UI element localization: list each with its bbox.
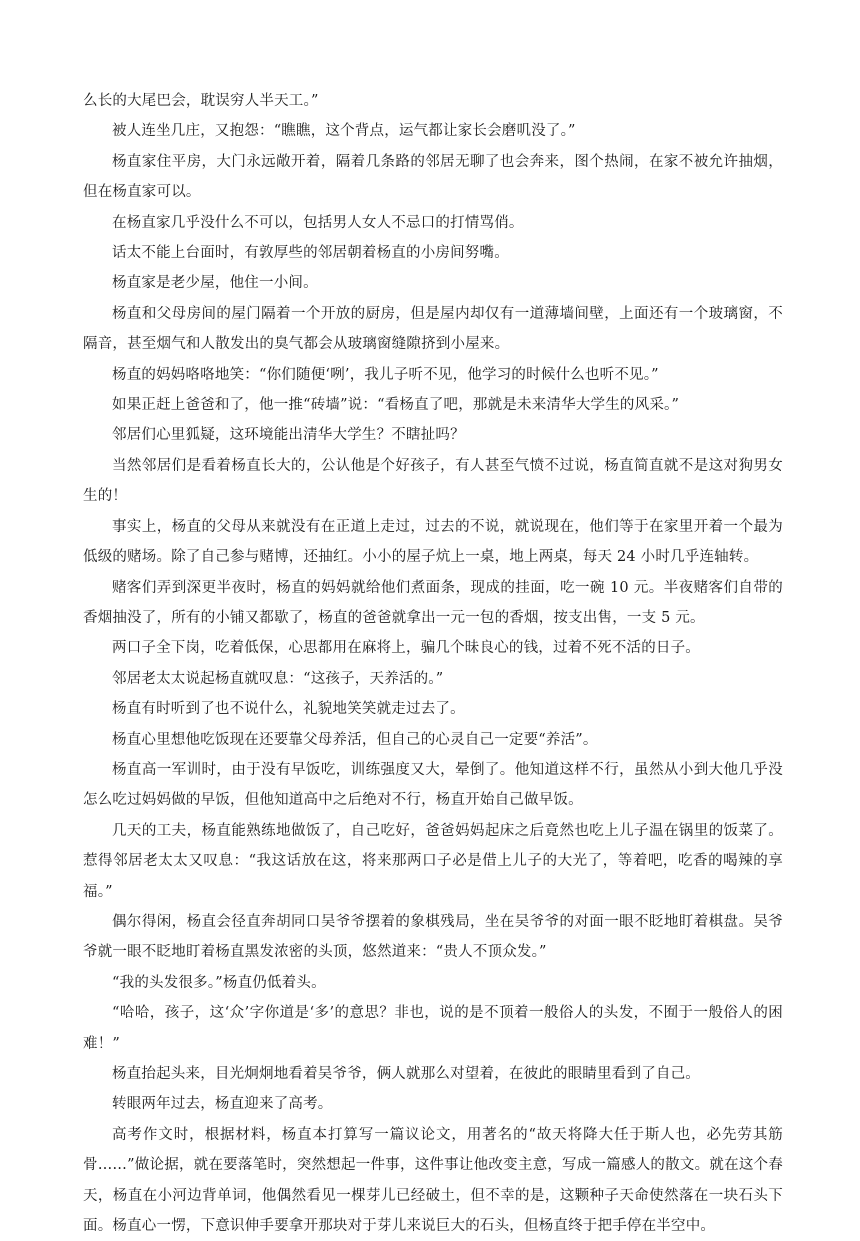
paragraph: 杨直有时听到了也不说什么，礼貌地笑笑就走过去了。	[112, 701, 465, 718]
paragraph: 杨直的妈妈咯咯地笑：“你们随便‘咧’，我儿子听不见，他学习的时候什么也听不见。”	[112, 366, 659, 383]
document-body	[83, 86, 783, 1241]
paragraph: 如果正赶上爸爸和了，他一推“砖墙”说：“看杨直了吧，那就是未来清华大学生的风采。”	[112, 397, 680, 414]
paragraph: 杨直高一军训时，由于没有早饭吃，训练强度又大，晕倒了。他知道这样不行，虽然从小到大他几乎没怎么吃过妈妈做的早饭，但他知道高中之后绝对不行，杨直开始自己做早饭。	[83, 761, 783, 809]
paragraph: 赌客们弄到深更半夜时，杨直的妈妈就给他们煮面条，现成的挂面，吃一碗 10 元。半夜赌客们自带的香烟抽没了，所有的小铺又都歇了，杨直的爸爸就拿出一元一包的香烟，按支出售，一支 5 元。	[83, 579, 783, 626]
paragraph: 偶尔得闲，杨直会径直奔胡同口吴爷爷摆着的象棋残局，坐在吴爷爷的对面一眼不眨地盯着棋盘。吴爷爷就一眼不眨地盯着杨直黑发浓密的头顶，悠然道来：“贵人不顶众发。”	[83, 913, 783, 961]
paragraph: “我的头发很多。”杨直仍低着头。	[112, 974, 326, 991]
paragraph: 转眼两年过去，杨直迎来了高考。	[112, 1096, 333, 1113]
paragraph: 杨直心里想他吃饭现在还要靠父母养活，但自己的心灵自己一定要“养活”。	[112, 731, 598, 748]
paragraph: 两口子全下岗，吃着低保，心思都用在麻将上，骗几个昧良心的钱，过着不死不活的日子。	[112, 640, 700, 657]
paragraph: 杨直抬起头来，目光炯炯地看着吴爷爷，俩人就那么对望着，在彼此的眼睛里看到了自己。	[112, 1066, 700, 1082]
paragraph: 被人连坐几庄，又抱怨：“瞧瞧，这个背点，运气都让家长会磨叽没了。”	[112, 123, 576, 140]
paragraph: 高考作文时，根据材料，杨直本打算写一篇议论文，用著名的“故天将降大任于斯人也，必先劳其筋骨……”做论据，就在要落笔时，突然想起一件事，这件事让他改变主意，写成一篇感人的散文。就在这个春天，杨直在小河边背单词，他偶然看见一棵芽儿已经破土，但不幸的是，这颗种子天命使然落在一块石头下面。杨直心一愣，下意识伸手要拿开那块对于芽儿来说巨大的石头，但杨直终于把手停在半空中。	[83, 1126, 783, 1235]
paragraph: 话太不能上台面时，有敦厚些的邻居朝着杨直的小房间努嘴。	[112, 245, 509, 262]
paragraph: 邻居们心里狐疑，这环境能出清华大学生？不瞎扯吗？	[112, 427, 465, 444]
paragraph: 当然邻居们是看着杨直长大的，公认他是个好孩子，有人甚至气愤不过说，杨直简直就不是这对狗男女生的！	[83, 457, 783, 505]
paragraph: 在杨直家几乎没什么不可以，包括男人女人不忌口的打情骂俏。	[112, 214, 524, 231]
paragraph: “哈哈，孩子，这‘众’字你道是‘多’的意思？非也，说的是不顶着一般俗人的头发，不囿于一般俗人的困难！”	[83, 1005, 783, 1052]
paragraph: 杨直家是老少屋，他住一小间。	[112, 275, 318, 292]
paragraph: 么长的大尾巴会，耽误穷人半天工。”	[83, 93, 319, 109]
paragraph: 杨直和父母房间的屋门隔着一个开放的厨房，但是屋内却仅有一道薄墙间壁，上面还有一个玻璃窗，不隔音，甚至烟气和人散发出的臭气都会从玻璃窗缝隙挤到小屋来。	[83, 305, 783, 353]
paragraph: 邻居老太太说起杨直就叹息：“这孩子，天养活的。”	[112, 670, 444, 687]
paragraph: 几天的工夫，杨直能熟练地做饭了，自己吃好，爸爸妈妈起床之后竟然也吃上儿子温在锅里的饭菜了。惹得邻居老太太又叹息：“我这话放在这，将来那两口子必是借上儿子的大光了，等着吧，吃香的喝辣的享福。”	[83, 822, 783, 900]
paragraph: 事实上，杨直的父母从来就没有在正道上走过，过去的不说，就说现在，他们等于在家里开着一个最为低级的赌场。除了自己参与赌博，还抽红。小小的屋子炕上一桌，地上两桌，每天 24 小时几乎连轴转。	[83, 518, 783, 566]
paragraph: 杨直家住平房，大门永远敞开着，隔着几条路的邻居无聊了也会奔来，图个热闹，在家不被允许抽烟，但在杨直家可以。	[83, 153, 783, 201]
